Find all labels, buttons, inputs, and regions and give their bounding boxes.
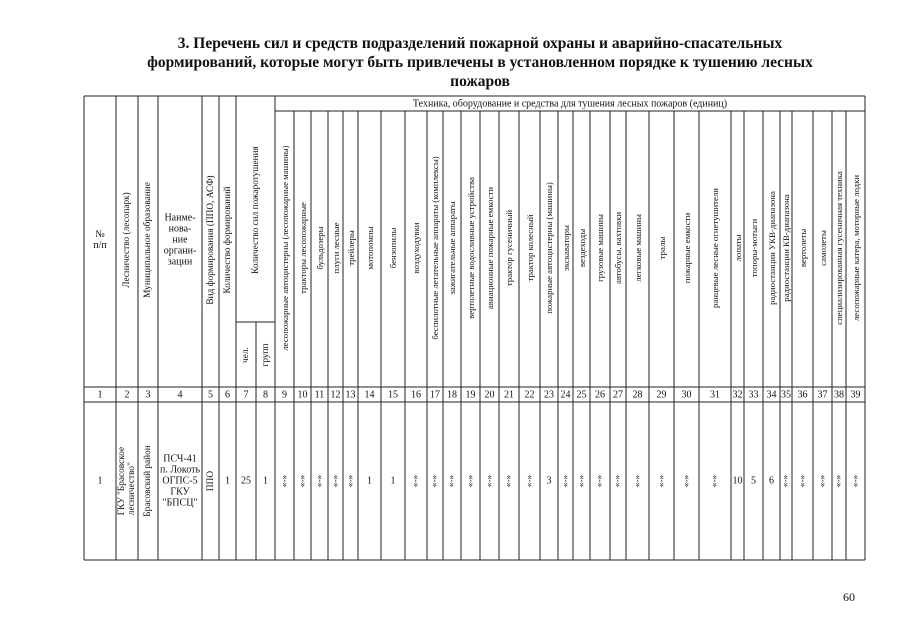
row-equipment-value: 10 bbox=[732, 475, 743, 487]
header-equipment-item: ранцевые лесные огнетушители bbox=[710, 187, 720, 309]
column-number: 37 bbox=[817, 389, 828, 401]
row-equipment-value: «-» bbox=[314, 474, 325, 488]
row-equipment-value: «-» bbox=[560, 474, 571, 488]
row-persons: 25 bbox=[241, 475, 251, 487]
header-equipment-item: бензопилы bbox=[388, 227, 398, 269]
row-equipment-value: 1 bbox=[367, 475, 372, 487]
row-equipment-value: «-» bbox=[681, 474, 692, 488]
header-equipment-item: плуги лесные bbox=[330, 222, 341, 274]
column-number: 24 bbox=[560, 389, 571, 401]
column-number: 34 bbox=[766, 389, 777, 401]
column-number: 11 bbox=[314, 389, 325, 401]
row-equipment-value: «-» bbox=[330, 474, 341, 488]
row-equipment-value: «-» bbox=[524, 474, 535, 488]
header-equipment-item: беспилотные летательные аппараты (комплексы) bbox=[430, 156, 440, 340]
header-groups: групп bbox=[260, 343, 271, 367]
row-equipment-value: «-» bbox=[297, 474, 308, 488]
row-equipment-value: «-» bbox=[576, 474, 587, 488]
row-number: 1 bbox=[97, 475, 103, 487]
header-equipment-item: вездеходы bbox=[576, 228, 587, 268]
row-equipment-value: «-» bbox=[797, 474, 808, 488]
column-number: 3 bbox=[145, 389, 151, 401]
column-number: 7 bbox=[243, 389, 249, 401]
row-equipment-value: «-» bbox=[632, 474, 643, 488]
title-line-1: 3. Перечень сил и средств подразделений пожарной охраны и аварийно-спасательных bbox=[177, 35, 783, 52]
header-equipment-item: зажигательные аппараты bbox=[447, 201, 457, 295]
header-equipment-item: мотопомпы bbox=[364, 226, 375, 270]
column-number: 35 bbox=[781, 389, 791, 401]
row-groups: 1 bbox=[263, 475, 268, 487]
column-number: 33 bbox=[748, 389, 759, 401]
column-number: 32 bbox=[732, 389, 743, 401]
column-number: 8 bbox=[263, 389, 268, 401]
row-equipment-value: «-» bbox=[817, 474, 828, 488]
row-forestry: ГКУ "Брасовское лесничество" bbox=[117, 446, 137, 516]
header-equipment-item: радиостанции УКВ-диапазона bbox=[766, 191, 777, 305]
column-number: 12 bbox=[330, 389, 341, 401]
header-equipment-item: радиостанции КВ-диапазона bbox=[781, 194, 791, 302]
header-equipment-item: трактор гусеничный bbox=[504, 209, 514, 287]
column-number: 23 bbox=[544, 389, 554, 401]
column-number: 25 bbox=[576, 389, 587, 401]
header-equipment-item: лесопожарные автоцистерны (лесопожарные машины) bbox=[279, 145, 290, 351]
column-number: 30 bbox=[681, 389, 692, 401]
header-equipment-item: экскаваторы bbox=[560, 225, 571, 271]
row-municipal: Брасовский район bbox=[143, 445, 153, 517]
column-number: 38 bbox=[834, 389, 844, 401]
header-equipment-item: трактор колесный bbox=[524, 214, 535, 282]
header-equipment-item: пожарные емкости bbox=[681, 212, 692, 284]
row-equipment-value: «-» bbox=[850, 474, 861, 488]
column-number: 26 bbox=[595, 389, 605, 401]
row-equipment-value: «-» bbox=[430, 474, 440, 488]
title-line-2: формирований, которые могут быть привлечены в установленном порядке к тушению лесных bbox=[147, 54, 813, 71]
column-number: 4 bbox=[177, 389, 183, 401]
header-firefighters: Количество сил пожаротушения bbox=[250, 146, 261, 274]
header-equipment-item: пожарные автоцистерны (машины) bbox=[544, 182, 554, 314]
header-equipment-item: лесопожарные катера, моторные лодки bbox=[850, 174, 861, 322]
row-equipment-value: «-» bbox=[279, 474, 290, 488]
column-number: 5 bbox=[208, 389, 213, 401]
header-equipment-item: тралы bbox=[656, 236, 667, 260]
header-equipment-item: вертолетные водосливные устройства bbox=[465, 177, 476, 319]
column-number: 16 bbox=[411, 389, 421, 401]
column-number: 17 bbox=[430, 389, 440, 401]
row-equipment-value: «-» bbox=[613, 474, 623, 488]
column-number: 29 bbox=[656, 389, 667, 401]
row-equipment-value: «-» bbox=[656, 474, 667, 488]
row-equipment-value: «-» bbox=[710, 474, 720, 488]
column-number: 28 bbox=[632, 389, 643, 401]
row-equipment-value: «-» bbox=[447, 474, 457, 488]
row-equipment-value: 5 bbox=[751, 475, 756, 487]
header-municipal: Муниципальное образование bbox=[143, 182, 153, 298]
header-equipment-item: грузовые машины bbox=[595, 214, 605, 282]
row-equipment-value: «-» bbox=[834, 474, 844, 488]
column-number: 21 bbox=[504, 389, 514, 401]
row-equipment-value: «-» bbox=[781, 474, 791, 488]
header-no: № п/п bbox=[93, 229, 107, 251]
header-forestry: Лесничество (лесопарк) bbox=[122, 192, 132, 288]
column-number: 22 bbox=[524, 389, 535, 401]
header-formation-type: Вид формирования (ППО, АСФ) bbox=[205, 175, 216, 305]
header-equipment-item: автобусы, вахтовки bbox=[613, 211, 623, 285]
column-number: 31 bbox=[710, 389, 720, 401]
row-equipment-value: 6 bbox=[769, 475, 774, 487]
row-organization-name: ПСЧ-41 п. Локоть ОГПС-5 ГКУ "БПСЦ" bbox=[159, 453, 201, 509]
column-number: 36 bbox=[797, 389, 808, 401]
column-number: 2 bbox=[124, 389, 130, 401]
row-equipment-value: 3 bbox=[546, 475, 552, 487]
column-number: 18 bbox=[447, 389, 457, 401]
header-equipment-item: бульдозеры bbox=[314, 226, 325, 270]
row-equipment-value: «-» bbox=[484, 474, 495, 488]
column-number: 1 bbox=[97, 389, 103, 401]
column-number: 19 bbox=[465, 389, 476, 401]
header-equipment-item: топоры-мотыги bbox=[748, 218, 759, 278]
header-equipment-item: тракторы лесопожарные bbox=[297, 202, 308, 294]
header-formation-count: Количество формирований bbox=[222, 186, 233, 294]
column-number: 39 bbox=[850, 389, 861, 401]
row-equipment-value: «-» bbox=[411, 474, 421, 488]
row-equipment-value: 1 bbox=[390, 475, 396, 487]
row-equipment-value: «-» bbox=[345, 474, 356, 488]
header-equipment-item: лопаты bbox=[732, 234, 743, 262]
header-organization-name: Наиме- нова- ние органи- зации bbox=[163, 212, 197, 268]
header-equipment-item: вертолеты bbox=[797, 228, 808, 268]
row-equipment-value: «-» bbox=[465, 474, 476, 488]
header-equipment-item: авиационные пожарные емкости bbox=[484, 186, 495, 310]
header-equipment-item: самолеты bbox=[817, 230, 828, 266]
column-number: 13 bbox=[345, 389, 356, 401]
header-equipment-group: Техника, оборудование и средства для тушения лесных пожаров (единиц) bbox=[412, 98, 728, 110]
column-number: 15 bbox=[388, 389, 398, 401]
column-number: 10 bbox=[297, 389, 308, 401]
column-number: 6 bbox=[225, 389, 230, 401]
row-formation-count: 1 bbox=[225, 475, 230, 487]
row-formation-type: ППО bbox=[205, 470, 216, 492]
header-equipment-item: трейлеры bbox=[345, 230, 356, 266]
header-equipment-item: специализированная гусеничная техника bbox=[834, 171, 844, 325]
row-equipment-value: «-» bbox=[595, 474, 605, 488]
row-equipment-value: «-» bbox=[504, 474, 514, 488]
header-equipment-item: воздуходувки bbox=[411, 222, 421, 274]
header-persons: чел. bbox=[241, 347, 251, 363]
title-line-3: пожаров bbox=[450, 73, 510, 90]
column-number: 20 bbox=[484, 389, 495, 401]
column-number: 14 bbox=[364, 389, 375, 401]
column-number: 9 bbox=[282, 389, 287, 401]
column-number: 27 bbox=[613, 389, 623, 401]
page-number: 60 bbox=[843, 590, 855, 604]
header-equipment-item: легковые машины bbox=[632, 214, 643, 282]
